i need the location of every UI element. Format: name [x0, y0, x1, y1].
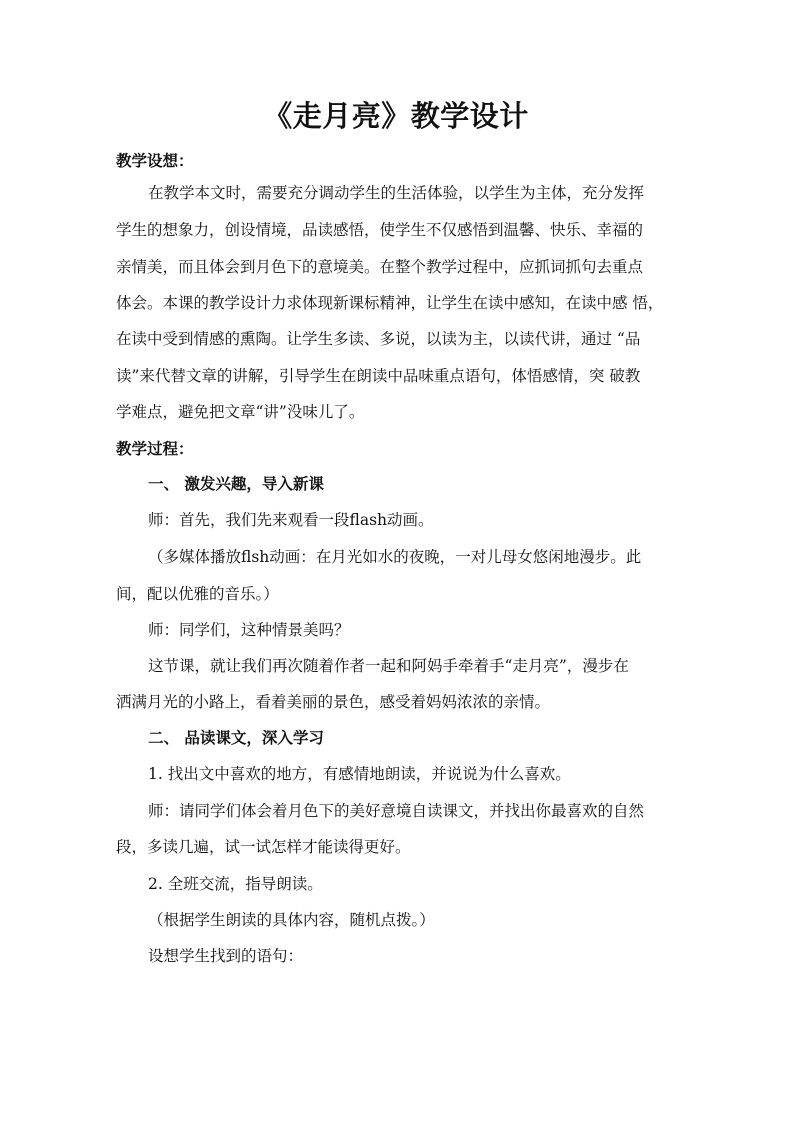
design-line-5: 在读中受到情感的熏陶。让学生多读、多说，以读为主，以读代讲，通过 “品	[116, 330, 641, 348]
design-line-6: 读”来代替文章的讲解，引导学生在朗读中品味重点语句，体悟感情，突 破教	[116, 367, 641, 385]
step1-line-5: 这节课，就让我们再次随着作者一起和阿妈手牵着手“走月亮”，漫步在	[148, 657, 629, 675]
step2-heading: 二、 品读课文，深入学习	[148, 728, 324, 747]
design-line-3: 亲情美，而且体会到月色下的意境美。在整个教学过程中，应抓词抓句去重点	[116, 258, 644, 276]
design-line-2: 学生的想象力，创设情境，品读感悟，使学生不仅感悟到温馨、快乐、幸福的	[116, 221, 644, 239]
step2-line-3: 段，多读几遍，试一试怎样才能读得更好。	[116, 838, 411, 856]
step1-heading: 一、 激发兴趣，导入新课	[148, 474, 324, 493]
step2-line-6: 设想学生找到的语句：	[148, 947, 304, 965]
step1-line-2: （多媒体播放flsh动画：在月光如水的夜晚，一对儿母女悠闲地漫步。此	[148, 548, 642, 566]
design-heading: 教学设想：	[116, 151, 194, 170]
step1-line-6: 洒满月光的小路上，看着美丽的景色，感受着妈妈浓浓的亲情。	[116, 693, 551, 711]
page-title: 《走月亮》教学设计	[263, 99, 529, 133]
step1-line-4: 师：同学们，这种情景美吗？	[148, 621, 350, 639]
step2-line-4: 2. 全班交流，指导朗读。	[148, 875, 323, 893]
design-line-7: 学难点，避免把文章“讲”没味儿了。	[116, 403, 365, 421]
design-line-1: 在教学本文时，需要充分调动学生的生活体验，以学生为主体，充分发挥	[148, 184, 645, 202]
process-heading: 教学过程：	[116, 439, 194, 458]
step1-line-1: 师：首先，我们先来观看一段flash动画。	[148, 511, 434, 529]
step2-line-2: 师：请同学们体会着月色下的美好意境自读课文，并找出你最喜欢的自然	[148, 802, 645, 820]
step2-line-5: （根据学生朗读的具体内容，随机点拨。）	[148, 911, 435, 929]
design-line-4: 体会。本课的教学设计力求体现新课标精神，让学生在读中感知，在读中感 悟，	[116, 294, 664, 312]
step2-line-1: 1. 找出文中喜欢的地方，有感情地朗读，并说说为什么喜欢。	[148, 765, 571, 783]
step1-line-3: 间，配以优雅的音乐。）	[116, 585, 279, 603]
